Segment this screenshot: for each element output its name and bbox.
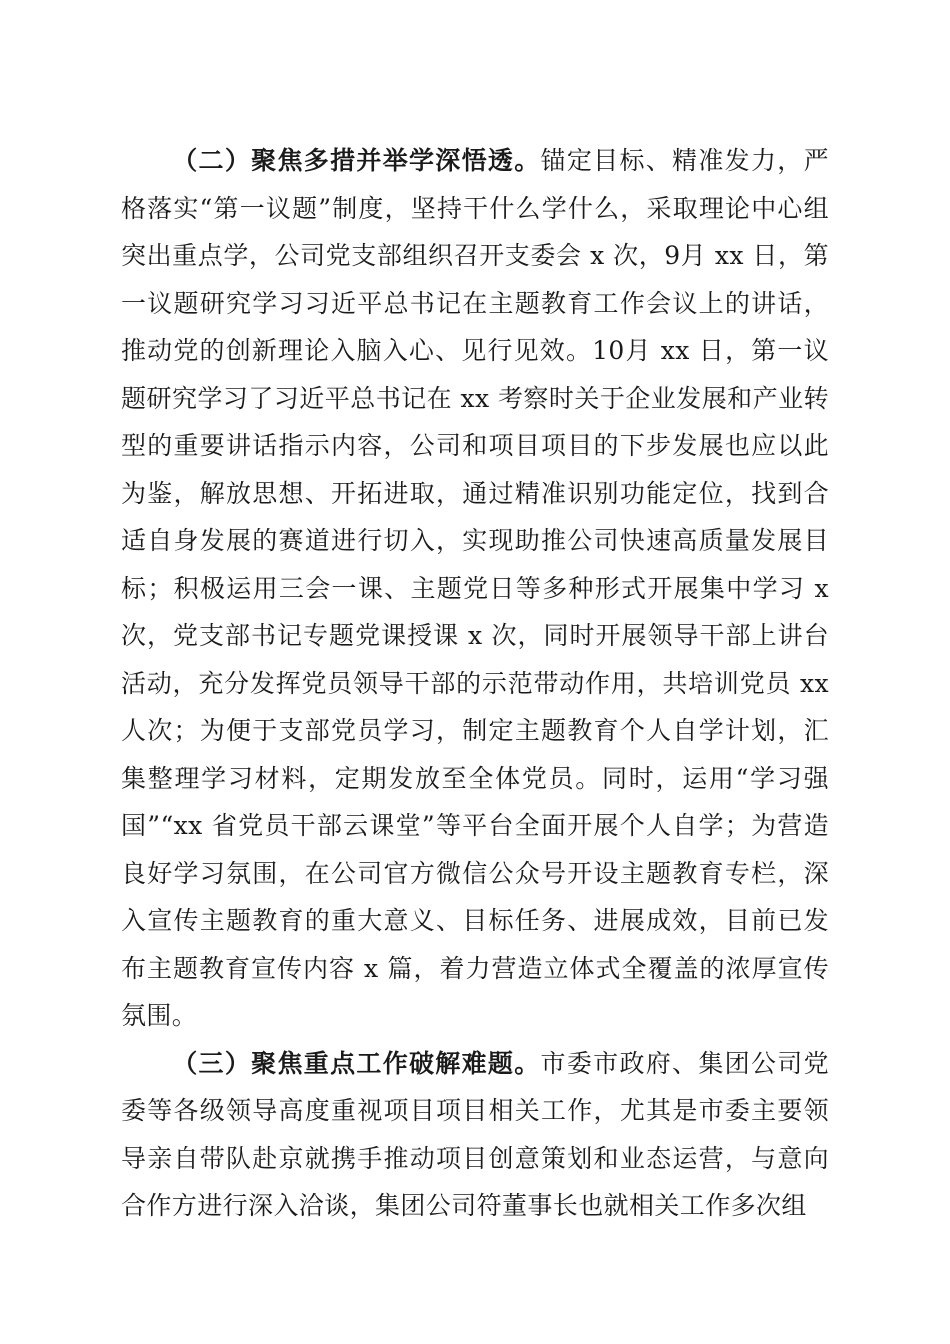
paragraph-heading: （二）聚焦多措并举学深悟透。 bbox=[172, 146, 541, 175]
paragraph-text: 锚定目标、精准发力，严格落实“第一议题”制度，坚持干什么学什么，采取理论中心组突出重点学，公司党支部组织召开支委会 x 次，9月 xx 日，第一议题研究学习习近平总书记在主题教育工作会议上的讲话，推动党的创新理论入脑入心、见行见效。10月 xx 日，第一议题研究学习了习近平总书记在 xx 考察时关于企业发展和产业转型的重要讲话指示内容，公司和项目项目的下步发展也应以此为鉴，解放思想、开拓进取，通过精准识别功能定位，找到合适自身发展的赛道进行切入，实现助推公司快速高质量发展目标；积极运用三会一课、主题党日等多种形式开展集中学习 x 次，党支部书记专题党课授课 x 次，同时开展领导干部上讲台活动，充分发挥党员领导干部的示范带动作用，共培训党员 xx 人次；为便于支部党员学习，制定主题教育个人自学计划，汇集整理学习材料，定期发放至全体党员。同时，运用“学习强国”“xx 省党员干部云课堂”等平台全面开展个人自学；为营造良好学习氛围，在公司官方微信公众号开设主题教育专栏，深入宣传主题教育的重大意义、目标任务、进展成效，目前已发布主题教育宣传内容 x 篇，着力营造立体式全覆盖的浓厚宣传氛围。 bbox=[121, 146, 829, 1030]
paragraph-heading: （三）聚焦重点工作破解难题。 bbox=[172, 1048, 541, 1078]
document-body bbox=[121, 137, 829, 1230]
paragraph-focus-study bbox=[121, 137, 829, 1040]
paragraph-focus-key-work bbox=[121, 1040, 829, 1230]
paragraph-text: 市委市政府、集团公司党委等各级领导高度重视项目项目相关工作，尤其是市委主要领导亲自带队赴京就携手推动项目创意策划和业态运营，与意向合作方进行深入洽谈，集团公司符董事长也就相关工作多次组 bbox=[121, 1048, 829, 1220]
